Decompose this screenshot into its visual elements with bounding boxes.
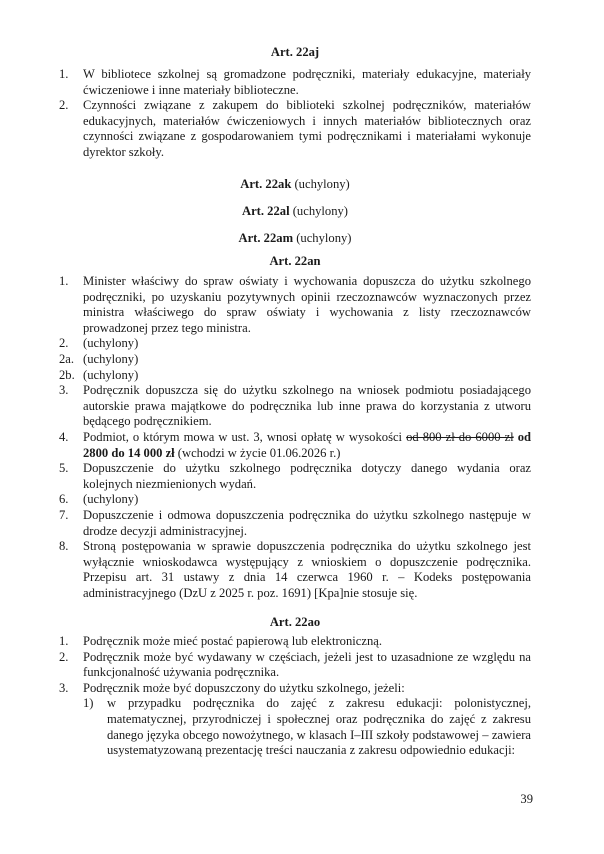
item-number: 8. <box>59 539 69 554</box>
article-heading-22am <box>59 231 531 247</box>
item-text: (uchylony) <box>83 336 139 351</box>
article-status: (uchylony) <box>296 231 352 245</box>
article-number: Art. 22al <box>242 204 290 218</box>
list-item <box>59 461 531 492</box>
item-number: 3. <box>59 383 69 398</box>
item-text: W bibliotece szkolnej są gromadzone podręczniki, materiały edukacyjne, materiały ćwiczeniowe i inne materiały biblioteczne. <box>83 67 531 97</box>
item-text: Stroną postępowania w sprawie dopuszczenia podręcznika do użytku szkolnego jest wyłącznie wnioskodawca występujący z wnioskiem o dopuszczenie podręcznika. Przepisu art. 31 ustawy z dnia 14 czerwca 1960 r. – Kodeks postępowania administracyjnego (DzU z 2025 r. poz. 1691) [Kpa]nie stosuje się. <box>83 539 531 600</box>
article-heading-22aj: Art. 22aj <box>270 45 320 59</box>
item-number: 4. <box>59 429 69 444</box>
item-text: Minister właściwy do spraw oświaty i wychowania dopuszcza do użytku szkolnego podręczniki, po uzyskaniu pozytywnych opinii rzeczoznawców wyznaczonych przez ministra właściwego do spraw oświaty i wychowania z listy rzeczoznawców prowadzonej przez tego ministra. <box>83 274 531 335</box>
item-text: (uchylony) <box>83 367 139 382</box>
list-item-fee <box>59 430 531 461</box>
item-text: Dopuszczenie i odmowa dopuszczenia podręcznika do użytku szkolnego następuje w drodze decyzji administracyjnej. <box>83 507 531 538</box>
item-text: Dopuszczenie do użytku szkolnego podręcznika dotyczy danego wydania oraz kolejnych niezmienionych wydań. <box>83 461 531 491</box>
item-text: Podmiot, o którym mowa w ust. 3, wnosi opłatę w wysokości <box>83 429 407 444</box>
item-number: 7. <box>59 507 69 522</box>
list-item <box>59 650 531 681</box>
item-number: 2a. <box>59 351 75 366</box>
list-item <box>59 98 531 160</box>
item-text: Podręcznik może być wydawany w częściach, jeżeli jest to uzasadnione ze względu na funkcjonalność używania podręcznika. <box>83 649 531 680</box>
list-item <box>59 383 531 430</box>
article-22an-body <box>59 274 531 601</box>
page-number: 39 <box>520 792 533 806</box>
article-heading-22ao: Art. 22ao <box>269 615 321 629</box>
article-heading-22ak <box>59 177 531 193</box>
list-item <box>59 368 531 384</box>
item-number: 1. <box>59 634 69 648</box>
new-amount: od 2800 do 14 000 zł <box>83 429 532 460</box>
item-number: 2b. <box>59 367 75 382</box>
list-item <box>59 336 531 352</box>
list-item <box>59 352 531 368</box>
item-number: 2. <box>59 98 69 113</box>
item-number: 2. <box>59 649 69 664</box>
sub-item-text: w przypadku podręcznika do zajęć z zakresu edukacji: polonistycznej, matematycznej, przyrodniczej i społecznej oraz podręcznika do zajęć z zakresu danego języka obcego nowożytnego, w klasach I–III szkoły podstawowej – zawiera usystematyzowaną prezentację treści nauczania z zakresu odpowiednio edukacji: <box>107 696 531 758</box>
item-number: 3. <box>59 680 69 695</box>
article-number: Art. 22ak <box>240 177 292 191</box>
article-heading-22an: Art. 22an <box>269 254 321 268</box>
sub-item-number: 1) <box>83 696 94 711</box>
article-22ao-body <box>59 634 531 759</box>
item-text: (uchylony) <box>83 492 139 507</box>
item-number: 5. <box>59 461 69 476</box>
item-number: 1. <box>59 274 69 288</box>
item-text: Podręcznik dopuszcza się do użytku szkolnego na wniosek podmiotu posiadającego autorskie prawa majątkowe do podręcznika lub inne prawa do korzystania z utworu będącego podręcznikiem. <box>83 383 531 429</box>
item-text: (uchylony) <box>83 351 139 366</box>
item-text: Podręcznik może być dopuszczony do użytku szkolnego, jeżeli: <box>83 680 405 695</box>
sub-item <box>83 696 531 758</box>
list-item <box>59 634 531 650</box>
article-heading-22al <box>59 204 531 220</box>
article-22aj-body <box>59 67 531 161</box>
item-text: Czynności związane z zakupem do biblioteki szkolnej podręczników, materiałów edukacyjnych, materiałów ćwiczeniowych i innych materiałów bibliotecznych oraz czynności związane z gospodarowaniem tymi podręcznikami i materiałami wykonuje dyrektor szkoły. <box>83 98 531 159</box>
article-status: (uchylony) <box>294 177 350 191</box>
article-status: (uchylony) <box>292 204 348 218</box>
list-item <box>59 539 531 601</box>
list-item <box>59 67 531 98</box>
item-number: 6. <box>59 492 69 507</box>
article-number: Art. 22am <box>238 231 294 245</box>
struck-amount: od 800 zł do 6000 zł <box>406 429 514 444</box>
list-item <box>59 508 531 539</box>
effective-date-note: (wchodzi w życie 01.06.2026 r.) <box>174 445 341 460</box>
list-item <box>59 492 531 508</box>
item-text: Podręcznik może mieć postać papierową lub elektroniczną. <box>83 634 382 648</box>
item-number: 2. <box>59 336 69 351</box>
list-item <box>59 274 531 336</box>
item-number: 1. <box>59 67 69 81</box>
list-item <box>59 681 531 697</box>
